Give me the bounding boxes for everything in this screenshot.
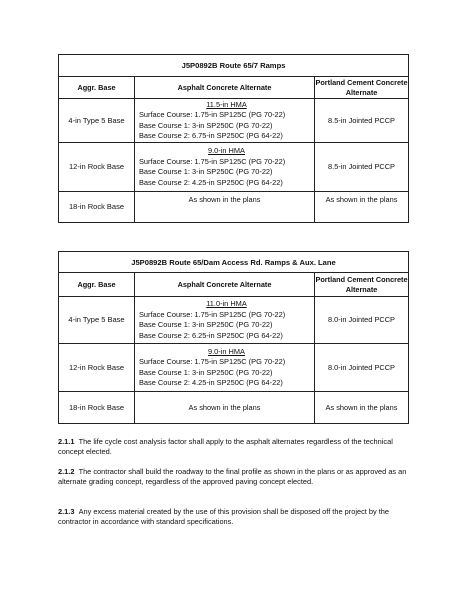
header-asphalt: Asphalt Concrete Alternate	[135, 273, 315, 297]
pavement-table-route-65-7	[58, 54, 409, 223]
surface-course: Surface Course: 1.75-in SP125C (PG 70-22)	[139, 357, 286, 366]
paragraph-number: 2.1.3	[58, 507, 75, 516]
asphalt-cell	[135, 297, 315, 344]
asphalt-cell: As shown in the plans	[135, 192, 315, 223]
hma-total: 9.0-in HMA	[208, 346, 245, 356]
header-asphalt: Asphalt Concrete Alternate	[135, 77, 315, 99]
base-course-2: Base Course 2: 6.75-in SP250C (PG 64-22)	[139, 131, 283, 140]
pccp-cell: 8.5-in Jointed PCCP	[315, 143, 409, 192]
table-title: J5P0892B Route 65/7 Ramps	[59, 55, 409, 77]
paragraph-text: Any excess material created by the use of this provision shall be disposed off the project by the contractor in accordance with standard specifications.	[58, 507, 390, 527]
base-course-2: Base Course 2: 4.25-in SP250C (PG 64-22)	[139, 378, 283, 387]
base-course-1: Base Course 1: 3-in SP250C (PG 70-22)	[139, 320, 273, 329]
aggr-base-cell: 12-in Rock Base	[59, 143, 135, 192]
pccp-cell: As shown in the plans	[315, 392, 409, 424]
paragraph-2-1-2	[58, 467, 414, 488]
table-row	[59, 192, 409, 223]
paragraph-text: The life cycle cost analysis factor shall apply to the asphalt alternates regardless of the technical concept elected.	[58, 437, 393, 457]
base-course-2: Base Course 2: 4.25-in SP250C (PG 64-22)	[139, 177, 283, 187]
aggr-base-cell: 4-in Type 5 Base	[59, 297, 135, 344]
pccp-cell: 8.0-in Jointed PCCP	[315, 344, 409, 392]
base-course-1: Base Course 1: 3-in SP250C (PG 70-22)	[139, 120, 273, 130]
surface-course: Surface Course: 1.75-in SP125C (PG 70-22)	[139, 309, 286, 319]
base-course-1: Base Course 1: 3-in SP250C (PG 70-22)	[139, 367, 273, 377]
table-row	[59, 344, 409, 392]
paragraph-2-1-1	[58, 437, 414, 458]
asphalt-cell: As shown in the plans	[135, 392, 315, 424]
header-aggr-base: Aggr. Base	[59, 77, 135, 99]
surface-course: Surface Course: 1.75-in SP125C (PG 70-22)	[139, 110, 286, 119]
paragraph-number: 2.1.2	[58, 467, 75, 476]
table-row	[59, 99, 409, 143]
pavement-table-route-65-dam-access	[58, 251, 409, 424]
paragraph-number: 2.1.1	[58, 437, 75, 446]
table-row	[59, 143, 409, 192]
header-aggr-base: Aggr. Base	[59, 273, 135, 297]
pccp-cell: 8.0-in Jointed PCCP	[315, 297, 409, 344]
paragraph-2-1-3	[58, 507, 414, 528]
hma-total: 11.5-in HMA	[206, 99, 247, 109]
table-row	[59, 392, 409, 424]
asphalt-cell	[135, 344, 315, 392]
aggr-base-cell: 12-in Rock Base	[59, 344, 135, 392]
base-course-1: Base Course 1: 3-in SP250C (PG 70-22)	[139, 167, 273, 176]
asphalt-cell	[135, 143, 315, 192]
base-course-2: Base Course 2: 6.25-in SP250C (PG 64-22)	[139, 330, 283, 340]
aggr-base-cell: 4-in Type 5 Base	[59, 99, 135, 143]
paragraph-text: The contractor shall build the roadway to the final profile as shown in the plans or as approved as an alternate grading concept, regardless of the approved paving concept elected.	[58, 467, 407, 487]
table-title: J5P0892B Route 65/Dam Access Rd. Ramps & Aux. Lane	[59, 252, 409, 273]
header-pcc: Portland Cement Concrete Alternate	[315, 273, 409, 297]
header-pcc: Portland Cement Concrete Alternate	[315, 77, 408, 97]
hma-total: 11.0-in HMA	[206, 299, 247, 308]
hma-total: 9.0-in HMA	[208, 146, 245, 155]
pccp-cell: 8.5-in Jointed PCCP	[315, 99, 409, 143]
pccp-cell: As shown in the plans	[315, 192, 409, 223]
table-row	[59, 297, 409, 344]
asphalt-cell	[135, 99, 315, 143]
surface-course: Surface Course: 1.75-in SP125C (PG 70-22)	[139, 156, 286, 166]
aggr-base-cell: 18-in Rock Base	[59, 392, 135, 424]
aggr-base-cell: 18-in Rock Base	[59, 192, 135, 223]
